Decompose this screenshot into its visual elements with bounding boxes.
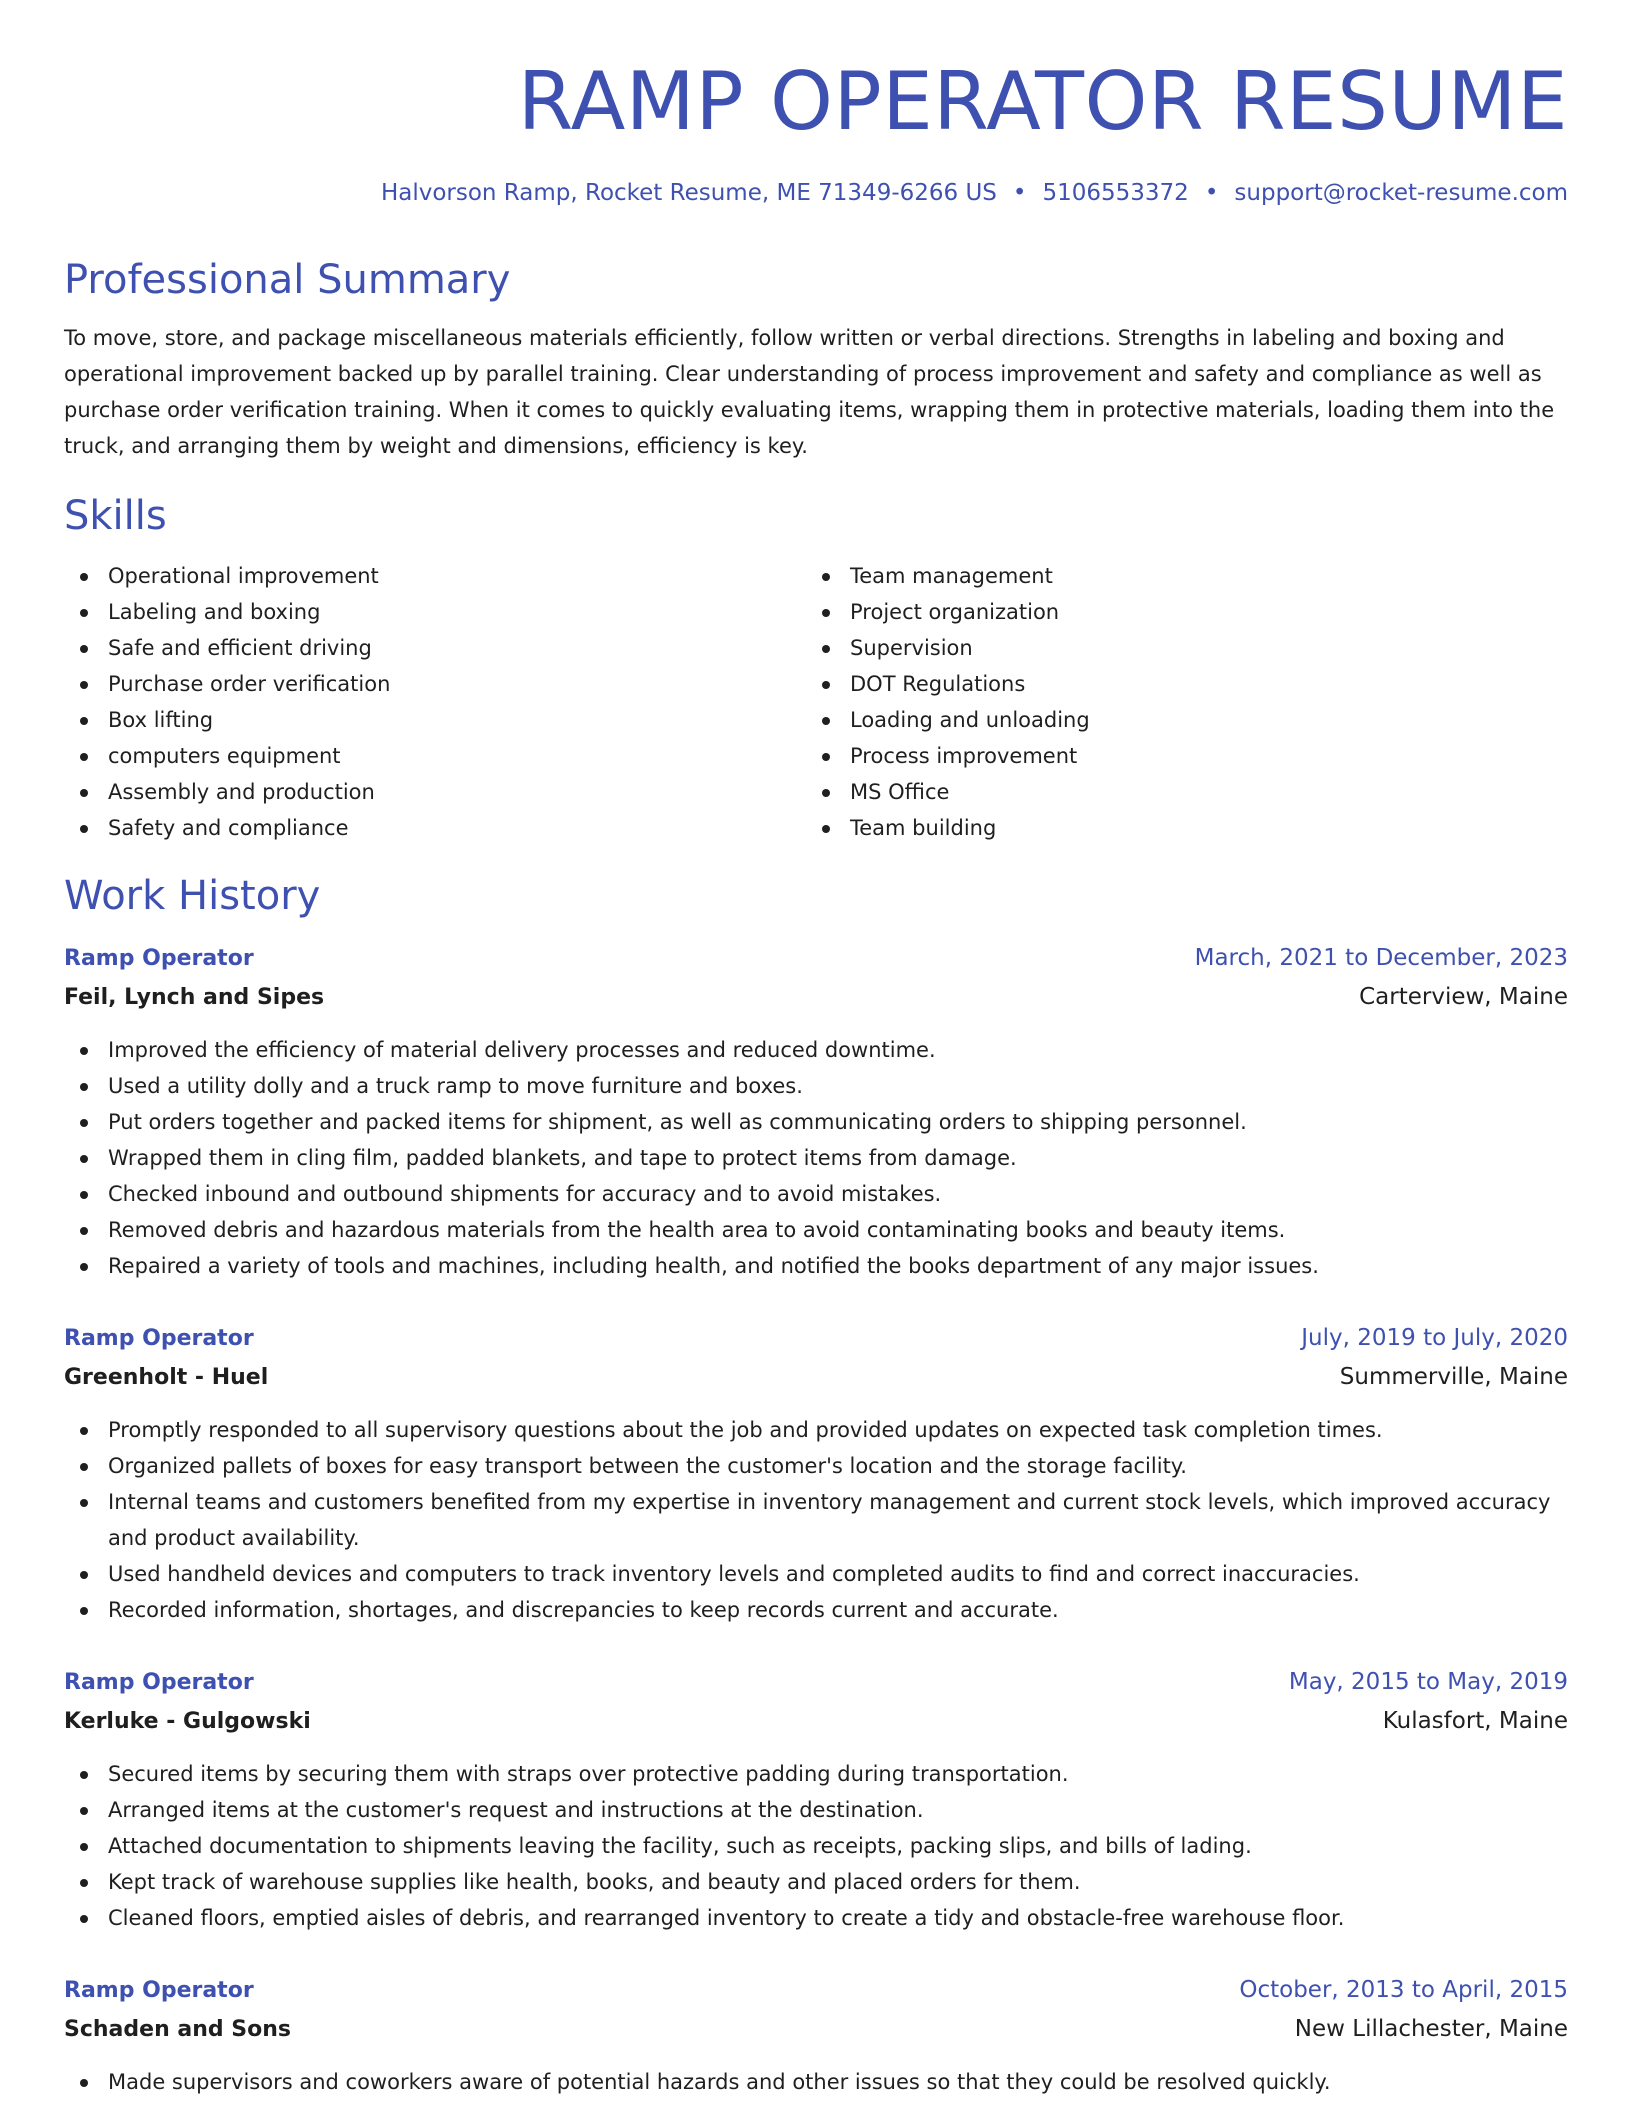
- skills-column-right: [806, 558, 1548, 846]
- job-bullet: Used handheld devices and computers to track inventory levels and completed audits to find and correct inaccuracies.: [64, 1556, 1568, 1592]
- job-company-row: [64, 1357, 1568, 1398]
- job-title-row: [64, 940, 1568, 977]
- summary-text: To move, store, and package miscellaneous materials efficiently, follow written or verbal directions. Strengths in labeling and boxing and operational improvement backed up by parallel training. Clear understanding of process improvement and safety and compliance as well as purchase order verification training. When it comes to quickly evaluating items, wrapping them in protective materials, loading them into the truck, and arranging them by weight and dimensions, efficiency is key.: [64, 326, 1555, 458]
- skill-item: MS Office: [806, 774, 1548, 810]
- job-location: New Lillachester, Maine: [1294, 2016, 1568, 2042]
- job-bullet: Internal teams and customers benefited from my expertise in inventory management and current stock levels, which improved accuracy and product availability.: [64, 1484, 1568, 1556]
- resume-page: [64, 0, 1568, 2112]
- job-bullet: Recorded information, shortages, and discrepancies to keep records current and accurate.: [64, 1592, 1568, 1628]
- job-bullet: Organized pallets of boxes for easy transport between the customer's location and the storage facility.: [64, 1448, 1568, 1484]
- job-company: Schaden and Sons: [64, 2017, 292, 2042]
- contact-phone: 5106553372: [1042, 180, 1189, 206]
- skill-item: Purchase order verification: [64, 666, 806, 702]
- job-dates: July, 2019 to July, 2020: [1301, 1325, 1568, 1351]
- job-entry: [64, 1972, 1568, 2100]
- job-title: Ramp Operator: [64, 1978, 254, 2003]
- skill-item: Team management: [806, 558, 1548, 594]
- job-title: Ramp Operator: [64, 946, 254, 971]
- job-bullet: Arranged items at the customer's request and instructions at the destination.: [64, 1792, 1568, 1828]
- skill-item: Loading and unloading: [806, 702, 1548, 738]
- summary-heading: Professional Summary: [64, 257, 511, 303]
- contact-email: support@rocket-resume.com: [1234, 180, 1568, 206]
- job-company: Greenholt - Huel: [64, 1365, 269, 1390]
- job-title-row: [64, 1972, 1568, 2009]
- job-bullet: Checked inbound and outbound shipments for accuracy and to avoid mistakes.: [64, 1176, 1568, 1212]
- skill-item: Process improvement: [806, 738, 1548, 774]
- job-bullet: Secured items by securing them with straps over protective padding during transportation.: [64, 1756, 1568, 1792]
- job-dates: March, 2021 to December, 2023: [1194, 945, 1568, 971]
- job-entry: [64, 1664, 1568, 1936]
- skill-item: Labeling and boxing: [64, 594, 806, 630]
- job-company-row: [64, 2009, 1568, 2050]
- job-title: Ramp Operator: [64, 1670, 254, 1695]
- job-bullets: [64, 1756, 1568, 1936]
- skill-item: Assembly and production: [64, 774, 806, 810]
- job-entry: [64, 940, 1568, 1284]
- job-bullet: Wrapped them in cling film, padded blankets, and tape to protect items from damage.: [64, 1140, 1568, 1176]
- job-title: Ramp Operator: [64, 1326, 254, 1351]
- job-company-row: [64, 977, 1568, 1018]
- job-bullet: Removed debris and hazardous materials from the health area to avoid contaminating books and beauty items.: [64, 1212, 1568, 1248]
- job-bullets: [64, 2064, 1568, 2100]
- skill-item: Supervision: [806, 630, 1548, 666]
- resume-header: [64, 0, 1568, 206]
- skill-item: Safety and compliance: [64, 810, 806, 846]
- resume-title: RAMP OPERATOR RESUME: [517, 55, 1568, 148]
- job-bullet: Attached documentation to shipments leaving the facility, such as receipts, packing slips, and bills of lading.: [64, 1828, 1568, 1864]
- contact-line: [64, 180, 1568, 206]
- job-bullet: Improved the efficiency of material delivery processes and reduced downtime.: [64, 1032, 1568, 1068]
- job-location: Kulasfort, Maine: [1382, 1708, 1568, 1734]
- job-bullet: Put orders together and packed items for shipment, as well as communicating orders to shipping personnel.: [64, 1104, 1568, 1140]
- job-bullet: Kept track of warehouse supplies like health, books, and beauty and placed orders for them.: [64, 1864, 1568, 1900]
- job-company: Kerluke - Gulgowski: [64, 1709, 311, 1734]
- skill-item: Operational improvement: [64, 558, 806, 594]
- skill-item: computers equipment: [64, 738, 806, 774]
- skill-item: Safe and efficient driving: [64, 630, 806, 666]
- contact-separator: •: [1012, 180, 1027, 206]
- job-bullets: [64, 1412, 1568, 1628]
- job-entry: [64, 1320, 1568, 1628]
- skills-column-left: [64, 558, 806, 846]
- job-title-row: [64, 1320, 1568, 1357]
- work-history-heading: Work History: [64, 873, 321, 919]
- job-bullets: [64, 1032, 1568, 1284]
- job-location: Summerville, Maine: [1339, 1364, 1568, 1390]
- job-company: Feil, Lynch and Sipes: [64, 985, 325, 1010]
- skill-item: Team building: [806, 810, 1548, 846]
- job-dates: May, 2015 to May, 2019: [1288, 1669, 1568, 1695]
- job-location: Carterview, Maine: [1359, 984, 1568, 1010]
- job-bullet: Promptly responded to all supervisory questions about the job and provided updates on expected task completion times.: [64, 1412, 1568, 1448]
- job-bullet: Repaired a variety of tools and machines, including health, and notified the books department of any major issues.: [64, 1248, 1568, 1284]
- contact-address: Halvorson Ramp, Rocket Resume, ME 71349-6266 US: [380, 180, 997, 206]
- job-dates: October, 2013 to April, 2015: [1239, 1977, 1568, 2003]
- skill-item: Box lifting: [64, 702, 806, 738]
- job-company-row: [64, 1701, 1568, 1742]
- job-bullet: Made supervisors and coworkers aware of potential hazards and other issues so that they could be resolved quickly.: [64, 2064, 1568, 2100]
- skill-item: Project organization: [806, 594, 1548, 630]
- contact-separator: •: [1204, 180, 1219, 206]
- job-title-row: [64, 1664, 1568, 1701]
- skills-list: [64, 558, 1568, 846]
- skills-heading: Skills: [64, 493, 167, 539]
- job-bullet: Used a utility dolly and a truck ramp to move furniture and boxes.: [64, 1068, 1568, 1104]
- job-bullet: Cleaned floors, emptied aisles of debris, and rearranged inventory to create a tidy and obstacle-free warehouse floor.: [64, 1900, 1568, 1936]
- skill-item: DOT Regulations: [806, 666, 1548, 702]
